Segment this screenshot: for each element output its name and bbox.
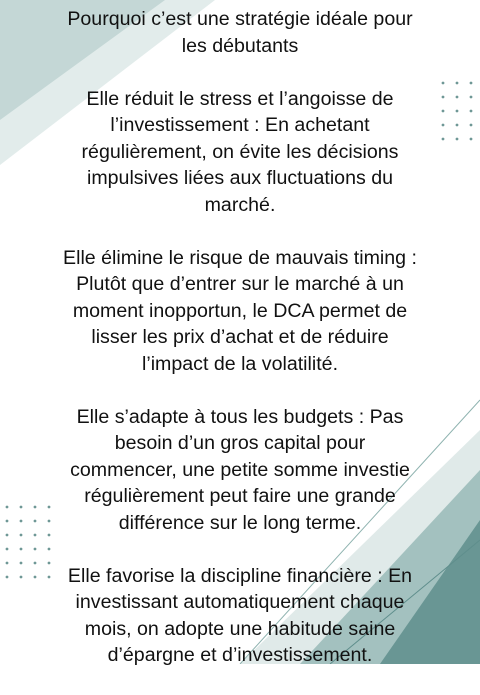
paragraph-line: Elle réduit le stress et l’angoisse de (86, 87, 394, 110)
paragraph-line: lisser les prix d’achat et de réduire (91, 326, 389, 348)
paragraph-budgets (0, 404, 480, 537)
paragraph-line: marché. (204, 193, 276, 216)
paragraph-line: impulsives liées aux fluctuations du (86, 167, 394, 189)
paragraph-line: moment inopportun, le DCA permet de (72, 299, 408, 322)
paragraph-line: besoin d’un gros capital pour (114, 432, 366, 454)
paragraph-line: différence sur le long terme. (118, 511, 362, 534)
paragraph-line: régulièrement, on évite les décisions (81, 140, 399, 163)
paragraph-line: régulièrement peut faire une grande (84, 485, 396, 507)
paragraph-line: commencer, une petite somme investie (70, 458, 410, 481)
paragraph-line: Elle élimine le risque de mauvais timing : (63, 246, 417, 269)
heading-line: les débutants (181, 34, 299, 57)
heading-line: Pourquoi c’est une stratégie idéale pour (67, 8, 413, 30)
paragraph-line: Plutôt que d’entrer sur le marché à un (76, 273, 404, 295)
paragraph-line: Elle s’adapte à tous les budgets : Pas (76, 405, 404, 428)
paragraph-line: l’impact de la volatilité. (141, 352, 339, 375)
paragraph-timing (0, 245, 480, 378)
paragraph-line: Elle favorise la discipline financière : En (67, 564, 413, 587)
document-body (0, 6, 480, 695)
paragraph-discipline (0, 563, 480, 669)
paragraph-line: mois, on adopte une habitude saine (84, 617, 396, 640)
paragraph-stress (0, 86, 480, 219)
paragraph-line: investissant automatiquement chaque (75, 591, 405, 613)
heading (0, 6, 480, 59)
paragraph-line: d’épargne et d’investissement. (107, 644, 373, 666)
paragraph-line: l’investissement : En achetant (110, 114, 370, 136)
